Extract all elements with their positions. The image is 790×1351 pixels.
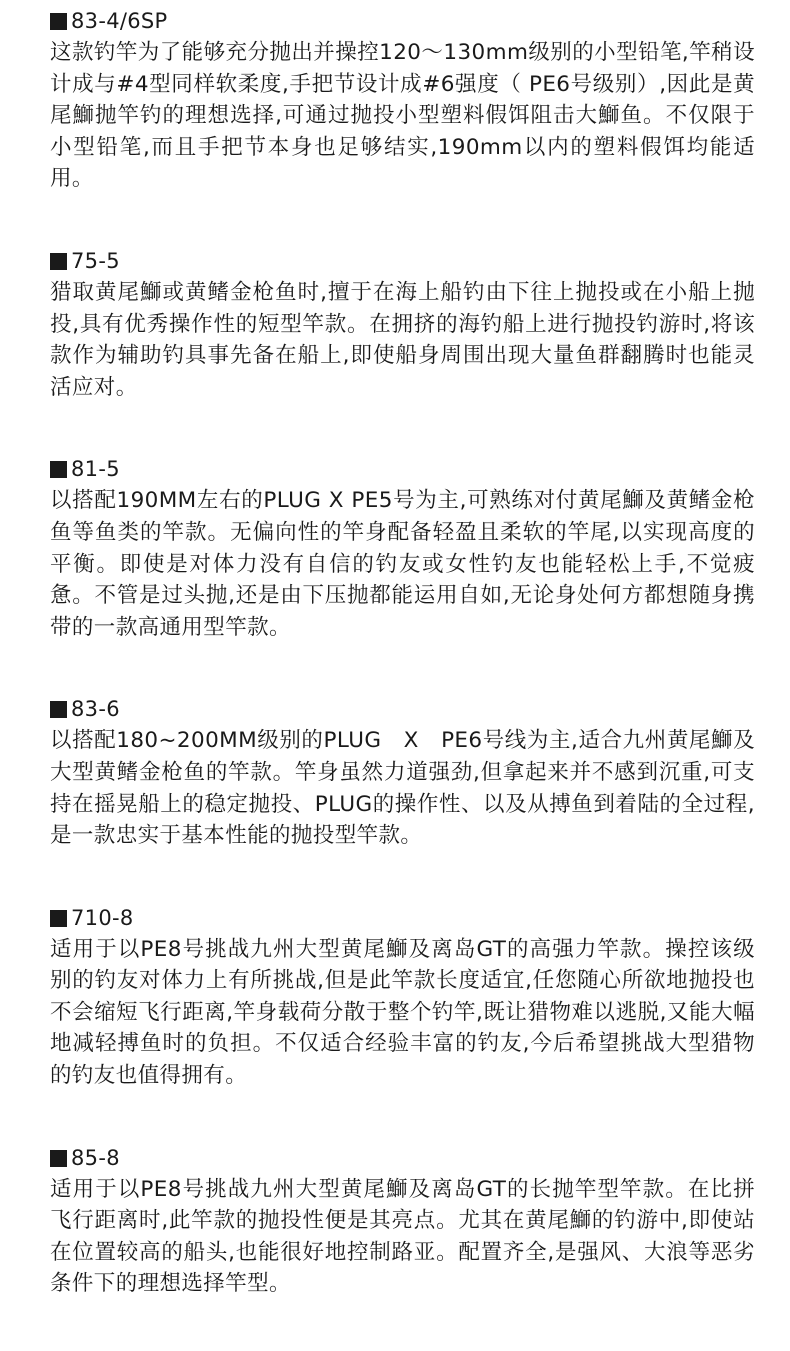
- section-83-6: [50, 694, 755, 851]
- section-body: 以搭配180~200MM级别的PLUG X PE6号线为主,适合九州黄尾鰤及大型黄鳍金枪鱼的竿款。竿身虽然力道强劲,但拿起来并不感到沉重,可支持在摇晃船上的稳定抛投、PLUG的操作性、以及从搏鱼到着陆的全过程,是一款忠实于基本性能的抛投型竿款。: [50, 728, 755, 849]
- square-bullet-icon: [50, 701, 67, 718]
- square-bullet-icon: [50, 13, 67, 30]
- section-title: [50, 454, 755, 485]
- section-title: [50, 6, 755, 37]
- section-710-8: [50, 903, 755, 1092]
- section-title-text: 75-5: [71, 248, 120, 273]
- section-75-5: [50, 246, 755, 403]
- section-body: 以搭配190MM左右的PLUG X PE5号为主,可熟练对付黄尾鰤及黄鳍金枪鱼等鱼类的竿款。无偏向性的竿身配备轻盈且柔软的竿尾,以实现高度的平衡。即使是对体力没有自信的钓友或女性钓友也能轻松上手,不觉疲惫。不管是过头抛,还是由下压抛都能运用自如,无论身处何方都想随身携带的一款高通用型竿款。: [50, 488, 755, 640]
- section-title: [50, 246, 755, 277]
- section-title-text: 710-8: [71, 905, 134, 930]
- section-85-8: [50, 1143, 755, 1300]
- section-body: 适用于以PE8号挑战九州大型黄尾鰤及离岛GT的高强力竿款。操控该级别的钓友对体力上有所挑战,但是此竿款长度适宜,任您随心所欲地抛投也不会缩短飞行距离,竿身载荷分散于整个钓竿,既让猎物难以逃脱,又能大幅地减轻搏鱼时的负担。不仅适合经验丰富的钓友,今后希望挑战大型猎物的钓友也值得拥有。: [50, 936, 755, 1089]
- section-title: [50, 1143, 755, 1174]
- section-title: [50, 694, 755, 725]
- section-title-text: 83-6: [71, 697, 120, 722]
- square-bullet-icon: [50, 253, 67, 270]
- section-title-text: 83-4/6SP: [71, 9, 168, 33]
- section-83-4-6sp: [50, 6, 755, 195]
- square-bullet-icon: [50, 910, 67, 927]
- section-body: 猎取黄尾鰤或黄鳍金枪鱼时,擅于在海上船钓由下往上抛投或在小船上抛投,具有优秀操作性的短型竿款。在拥挤的海钓船上进行抛投钓游时,将该款作为辅助钓具事先备在船上,即使船身周围出现大量鱼群翻腾时也能灵活应对。: [50, 279, 755, 400]
- section-body: 这款钓竿为了能够充分抛出并操控120～130mm级别的小型铅笔,竿稍设计成与#4型同样软柔度,手把节设计成#6强度（ PE6号级别）,因此是黄尾鰤抛竿钓的理想选择,可通过抛投小型塑料假饵阻击大鰤鱼。不仅限于小型铅笔,而且手把节本身也足够结实,190mm以内的塑料假饵均能适用。: [50, 40, 755, 192]
- square-bullet-icon: [50, 461, 67, 478]
- section-title: [50, 903, 755, 934]
- section-title-text: 81-5: [71, 457, 120, 482]
- section-81-5: [50, 454, 755, 643]
- product-description-page: [50, 6, 755, 1351]
- section-title-text: 85-8: [71, 1145, 120, 1170]
- section-body: 适用于以PE8号挑战九州大型黄尾鰤及离岛GT的长抛竿型竿款。在比拼飞行距离时,此竿款的抛投性便是其亮点。尤其在黄尾鰤的钓游中,即使站在位置较高的船头,也能很好地控制路亚。配置齐全,是强风、大浪等恶劣条件下的理想选择竿型。: [50, 1176, 755, 1297]
- square-bullet-icon: [50, 1150, 67, 1167]
